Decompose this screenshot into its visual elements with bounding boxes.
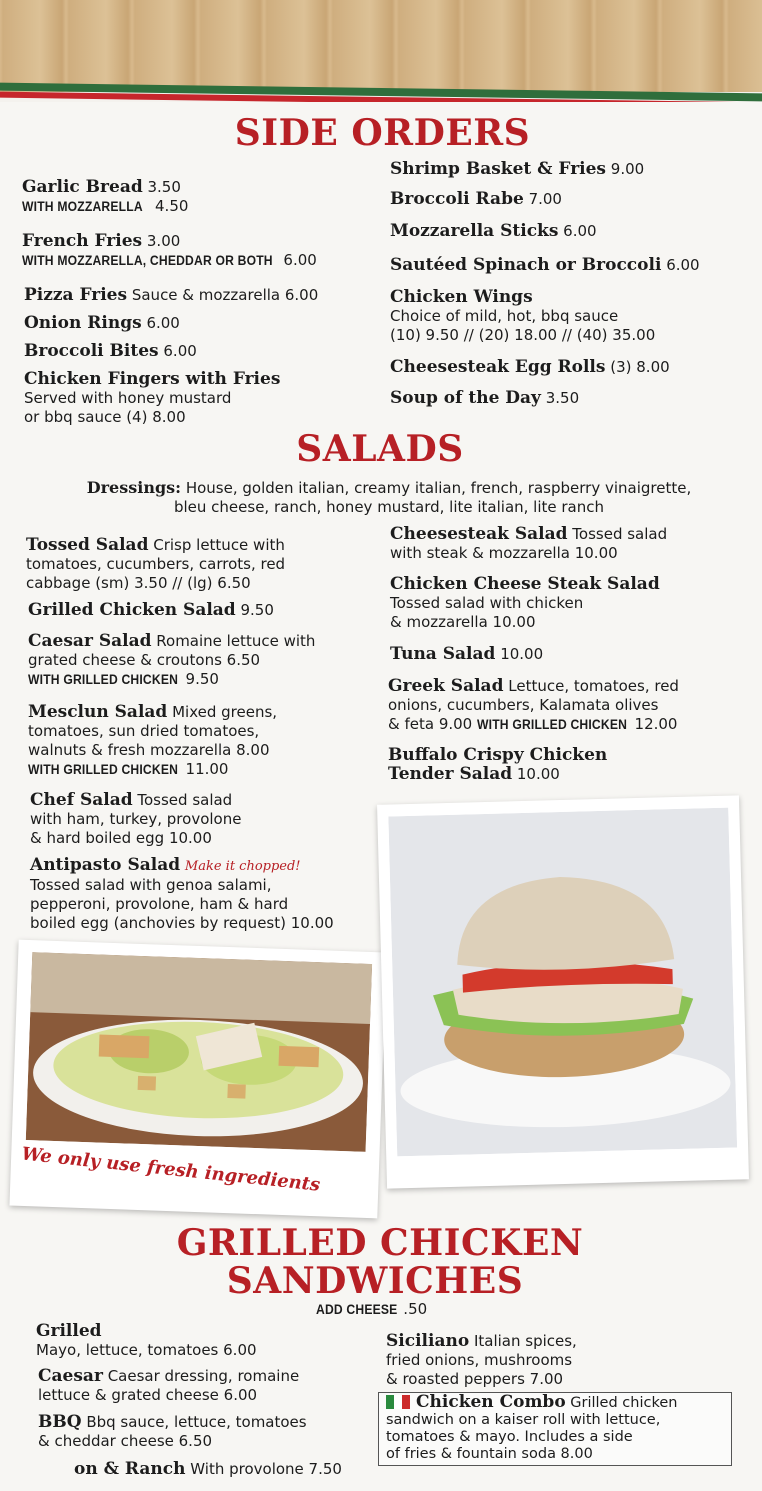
salad-tuna: Tuna Salad 10.00: [390, 644, 544, 664]
menu-item-garlic-bread: Garlic Bread 3.50 WITH MOZZARELLA 4.50: [22, 177, 189, 215]
salad-tossed: Tossed Salad Crisp lettuce with tomatoes, cucumbers, carrots, red cabbage (sm) 3.50 // (lg) 6.50: [26, 535, 286, 592]
menu-item-broccoli-rabe: Broccoli Rabe 7.00: [390, 189, 562, 209]
salad-buffalo-crispy-chicken: Buffalo Crispy Chicken Tender Salad 10.00: [388, 745, 608, 784]
menu-item-mozzarella-sticks: Mozzarella Sticks 6.00: [390, 221, 597, 241]
salad-chef: Chef Salad Tossed salad with ham, turkey, provolone & hard boiled egg 10.00: [30, 790, 242, 847]
wood-background: [0, 0, 762, 92]
menu-item-french-fries: French Fries 3.00 WITH MOZZARELLA, CHEDDAR OR BOTH 6.00: [22, 231, 317, 269]
menu-item-sauteed-spinach: Sautéed Spinach or Broccoli 6.00: [390, 255, 700, 275]
caesar-salad-photo: [9, 940, 386, 1219]
italian-flag-icon: [386, 1395, 410, 1409]
sandwiches-title-line1: GRILLED CHICKEN: [176, 1222, 584, 1264]
side-orders-title: SIDE ORDERS: [234, 112, 531, 154]
menu-item-onion-rings: Onion Rings 6.00: [24, 313, 180, 333]
sandwich-ranch: on & Ranch With provolone 7.50: [74, 1459, 342, 1479]
menu-item-pizza-fries: Pizza Fries Sauce & mozzarella 6.00: [24, 285, 319, 305]
sandwich-siciliano: Siciliano Italian spices, fried onions, mushrooms & roasted peppers 7.00: [386, 1331, 577, 1388]
menu-item-soup-of-the-day: Soup of the Day 3.50: [390, 388, 580, 408]
sandwich-bbq: BBQ Bbq sauce, lettuce, tomatoes & cheddar cheese 6.50: [38, 1412, 307, 1450]
menu-item-shrimp-basket: Shrimp Basket & Fries 9.00: [390, 159, 645, 179]
salad-cheesesteak: Cheesesteak Salad Tossed salad with steak & mozzarella 10.00: [390, 524, 668, 562]
salads-title: SALADS: [296, 428, 464, 470]
sandwich-grilled: Grilled Mayo, lettuce, tomatoes 6.00: [36, 1321, 257, 1359]
menu-item-chicken-fingers: Chicken Fingers with Fries Served with honey mustard or bbq sauce (4) 8.00: [24, 369, 281, 426]
salad-dressings: Dressings: House, golden italian, creamy italian, french, raspberry vinaigrette, bleu cheese, ranch, honey mustard, lite italian, lite ranch: [86, 478, 692, 516]
salad-chicken-cheese-steak: Chicken Cheese Steak Salad Tossed salad with chicken & mozzarella 10.00: [390, 574, 660, 631]
add-cheese-note: ADD CHEESE .50: [316, 1300, 428, 1318]
salad-greek: Greek Salad Lettuce, tomatoes, red onions, cucumbers, Kalamata olives & feta 9.00 WITH GRILLED CHICKEN 12.00: [388, 676, 679, 733]
sandwich-chicken-combo: Chicken Combo Grilled chicken sandwich on a kaiser roll with lettuce, tomatoes & mayo. Includes a side of fries & fountain soda 8.00: [386, 1392, 678, 1462]
menu-item-chicken-wings: Chicken Wings Choice of mild, hot, bbq sauce (10) 9.50 // (20) 18.00 // (40) 35.00: [390, 287, 656, 344]
sandwich-caesar: Caesar Caesar dressing, romaine lettuce & grated cheese 6.00: [38, 1366, 300, 1404]
salad-caesar: Caesar Salad Romaine lettuce with grated cheese & croutons 6.50 WITH GRILLED CHICKEN 9.50: [28, 631, 316, 688]
chicken-sandwich-photo: [377, 795, 749, 1188]
menu-item-broccoli-bites: Broccoli Bites 6.00: [24, 341, 197, 361]
caesar-salad-image: [26, 952, 372, 1152]
salad-antipasto: Antipasto Salad Make it chopped! Tossed salad with genoa salami, pepperoni, provolone, ham & hard boiled egg (anchovies by request) 10.00: [30, 855, 334, 932]
menu-item-cheesesteak-egg-rolls: Cheesesteak Egg Rolls (3) 8.00: [390, 357, 670, 377]
salad-grilled-chicken: Grilled Chicken Salad 9.50: [28, 600, 274, 620]
sandwiches-title-line2: SANDWICHES: [226, 1260, 524, 1302]
fresh-ingredients-caption: We only use fresh ingredients: [20, 1143, 322, 1196]
chicken-sandwich-image: [388, 808, 737, 1157]
salad-mesclun: Mesclun Salad Mixed greens, tomatoes, sun dried tomatoes, walnuts & fresh mozzarella 8.00 WITH GRILLED CHICKEN 11.00: [28, 702, 278, 778]
